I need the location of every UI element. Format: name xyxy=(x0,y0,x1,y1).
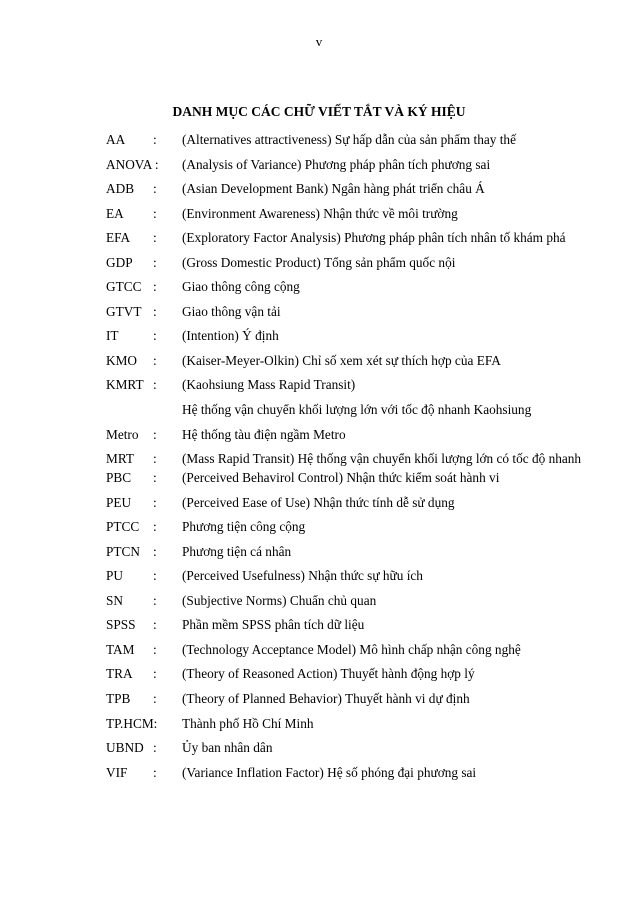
abbreviation-row xyxy=(106,740,626,765)
abbreviation-definition: Hệ thống tàu điện ngầm Metro xyxy=(182,426,346,442)
abbreviation-definition: (Theory of Planned Behavior) Thuyết hành vi dự định xyxy=(182,691,470,707)
abbreviation-definition: (Perceived Ease of Use) Nhận thức tính dễ sử dụng xyxy=(182,494,455,510)
abbreviation-term: GTCC xyxy=(106,279,142,295)
abbreviation-definition: (Intention) Ý định xyxy=(182,328,279,344)
abbreviation-term: SN xyxy=(106,592,123,608)
abbreviation-term: PEU xyxy=(106,494,132,510)
abbreviation-term: EA xyxy=(106,205,124,221)
abbreviation-separator: : xyxy=(153,494,157,510)
abbreviation-definition: (Gross Domestic Product) Tổng sản phẩm quốc nội xyxy=(182,254,456,270)
abbreviation-term: TAM xyxy=(106,641,135,657)
abbreviation-term: PBC xyxy=(106,470,132,486)
abbreviation-separator: : xyxy=(153,764,157,780)
abbreviation-definition: (Kaiser-Meyer-Olkin) Chỉ số xem xét sự thích hợp của EFA xyxy=(182,352,501,368)
abbreviation-row xyxy=(106,642,626,667)
page-title: DANH MỤC CÁC CHỮ VIẾT TẮT VÀ KÝ HIỆU xyxy=(172,104,466,119)
abbreviation-row xyxy=(106,304,626,329)
abbreviation-separator: : xyxy=(153,641,157,657)
abbreviation-separator: : xyxy=(153,470,157,486)
abbreviation-row xyxy=(106,495,626,520)
abbreviation-definition: Ủy ban nhân dân xyxy=(182,740,273,756)
abbreviation-definition: (Subjective Norms) Chuẩn chủ quan xyxy=(182,592,377,608)
abbreviation-row xyxy=(106,255,626,280)
abbreviation-row xyxy=(106,691,626,716)
abbreviation-term: AA xyxy=(106,132,126,147)
abbreviation-separator: : xyxy=(153,543,157,559)
abbreviation-term: SPSS xyxy=(106,617,136,633)
abbreviation-definition: (Theory of Reasoned Action) Thuyết hành động hợp lý xyxy=(182,666,475,682)
abbreviation-separator: : xyxy=(153,328,157,344)
abbreviation-row xyxy=(106,568,626,593)
abbreviation-row xyxy=(106,377,626,402)
abbreviation-term: GTVT xyxy=(106,303,142,319)
abbreviation-separator: : xyxy=(153,132,157,147)
abbreviation-term: KMO xyxy=(106,352,138,368)
abbreviation-separator: : xyxy=(153,352,157,368)
abbreviation-separator: : xyxy=(153,666,157,682)
abbreviation-separator: : xyxy=(153,568,157,584)
abbreviation-row xyxy=(106,519,626,544)
abbreviation-row xyxy=(106,279,626,304)
abbreviation-term: KMRT xyxy=(106,377,144,393)
abbreviation-separator: : xyxy=(153,617,157,633)
abbreviation-row xyxy=(106,181,626,206)
abbreviation-separator: : xyxy=(153,279,157,295)
abbreviation-definition: (Asian Development Bank) Ngân hàng phát triển châu Á xyxy=(182,181,485,197)
abbreviation-separator: : xyxy=(153,426,157,442)
abbreviation-definition: Giao thông vận tải xyxy=(182,303,281,319)
abbreviation-term: VIF xyxy=(106,764,128,780)
abbreviation-definition: (Alternatives attractiveness) Sự hấp dẫn của sản phẩm thay thế xyxy=(182,132,516,147)
abbreviation-term: TPB xyxy=(106,691,131,707)
abbreviation-term: TRA xyxy=(106,666,133,682)
abbreviation-separator: : xyxy=(153,740,157,756)
abbreviation-continuation-row xyxy=(106,402,626,427)
abbreviation-row xyxy=(106,328,626,353)
abbreviation-term: ADB xyxy=(106,181,135,197)
abbreviation-separator: : xyxy=(153,205,157,221)
abbreviation-term: IT xyxy=(106,328,119,344)
abbreviation-row xyxy=(106,451,626,470)
abbreviation-separator: : xyxy=(153,230,157,246)
abbreviation-definition: (Technology Acceptance Model) Mô hình chấp nhận công nghệ xyxy=(182,641,521,657)
abbreviation-row xyxy=(106,593,626,618)
abbreviation-definition: (Variance Inflation Factor) Hệ số phóng đại phương sai xyxy=(182,764,477,780)
abbreviation-definition: (Environment Awareness) Nhận thức về môi trường xyxy=(182,205,458,221)
abbreviation-definition: Phần mềm SPSS phân tích dữ liệu xyxy=(182,617,365,633)
abbreviation-definition: Phương tiện cá nhân xyxy=(182,543,292,559)
abbreviation-definition: Giao thông công cộng xyxy=(182,279,300,295)
abbreviation-term: PTCC xyxy=(106,519,140,535)
abbreviation-definition: (Mass Rapid Transit) Hệ thống vận chuyển khối lượng lớn có tốc độ nhanh xyxy=(182,451,582,467)
abbreviation-row xyxy=(106,206,626,231)
abbreviation-term: ANOVA : xyxy=(106,156,159,172)
abbreviation-row xyxy=(106,132,626,157)
abbreviation-definition: (Exploratory Factor Analysis) Phương pháp phân tích nhân tố khám phá xyxy=(182,230,566,246)
abbreviation-row xyxy=(106,666,626,691)
abbreviation-row xyxy=(106,544,626,569)
abbreviation-separator: : xyxy=(153,519,157,535)
abbreviation-definition: (Analysis of Variance) Phương pháp phân tích phương sai xyxy=(182,156,491,172)
abbreviation-separator: : xyxy=(153,691,157,707)
abbreviation-term: UBND xyxy=(106,740,144,756)
abbreviation-definition: Hệ thống vận chuyển khối lượng lớn với tốc độ nhanh Kaohsiung xyxy=(182,402,532,418)
page-number: v xyxy=(315,34,323,49)
abbreviation-row xyxy=(106,230,626,255)
abbreviation-definition: Thành phố Hồ Chí Minh xyxy=(182,715,314,731)
abbreviation-term: PU xyxy=(106,568,123,584)
abbreviation-definition: (Kaohsiung Mass Rapid Transit) xyxy=(182,377,356,393)
abbreviation-term: PTCN xyxy=(106,543,140,559)
abbreviation-separator: : xyxy=(153,592,157,608)
abbreviation-definition: (Perceived Behavirol Control) Nhận thức kiểm soát hành vi xyxy=(182,470,500,486)
abbreviation-row xyxy=(106,353,626,378)
abbreviation-term: MRT xyxy=(106,451,135,467)
abbreviation-term: TP.HCM: xyxy=(106,715,158,731)
abbreviation-row xyxy=(106,716,626,741)
abbreviation-separator: : xyxy=(153,377,157,393)
abbreviation-term: EFA xyxy=(106,230,131,246)
abbreviation-separator: : xyxy=(153,451,157,467)
abbreviation-row xyxy=(106,617,626,642)
abbreviation-row xyxy=(106,470,626,495)
abbreviation-separator: : xyxy=(153,303,157,319)
abbreviation-row xyxy=(106,765,626,790)
abbreviation-separator: : xyxy=(153,181,157,197)
abbreviation-term: GDP xyxy=(106,254,133,270)
abbreviation-definition: (Perceived Usefulness) Nhận thức sự hữu ích xyxy=(182,568,423,584)
abbreviation-term: Metro xyxy=(106,426,139,442)
abbreviation-row xyxy=(106,427,626,452)
abbreviation-separator: : xyxy=(153,254,157,270)
abbreviation-list xyxy=(106,132,626,789)
abbreviation-definition: Phương tiện công cộng xyxy=(182,519,306,535)
abbreviation-row xyxy=(106,157,626,182)
